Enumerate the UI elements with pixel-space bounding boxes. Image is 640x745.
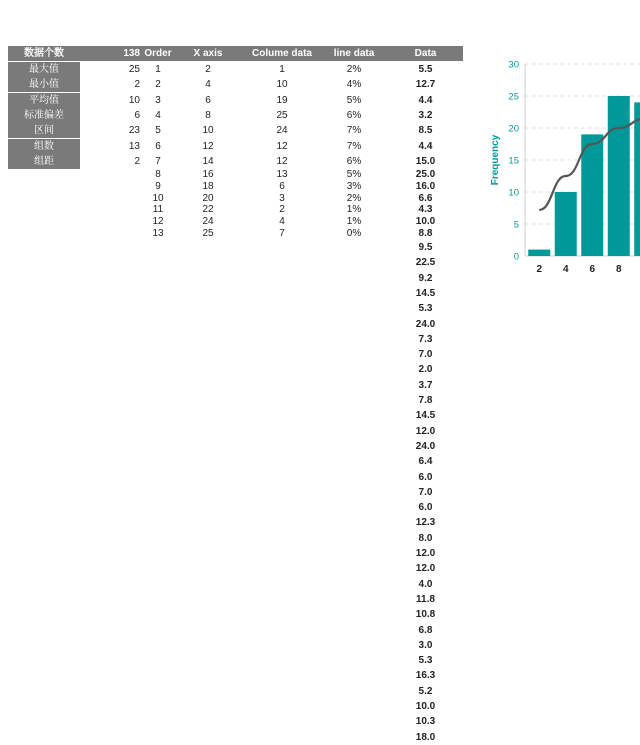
data-cell[interactable]: 3.0: [398, 638, 453, 653]
y-tick-label: 15: [508, 156, 519, 167]
header-column-data[interactable]: Colume data: [246, 46, 318, 61]
data-cell[interactable]: 14.5: [398, 286, 453, 301]
column-data-cell[interactable]: 10: [246, 77, 318, 92]
column-data-cell[interactable]: 4: [246, 216, 318, 228]
stat-label[interactable]: 组距: [8, 154, 80, 169]
line-data-cell[interactable]: 5%: [324, 93, 384, 108]
data-cell[interactable]: 16.3: [398, 668, 453, 683]
data-cell[interactable]: 5.5: [398, 62, 453, 77]
bar: [528, 250, 550, 256]
data-cell[interactable]: 4.4: [398, 139, 453, 154]
x-axis-cell[interactable]: 2: [180, 62, 236, 77]
data-cell[interactable]: 25.0: [398, 169, 453, 181]
x-axis-cell[interactable]: 14: [180, 154, 236, 169]
line-data-cell[interactable]: 7%: [324, 139, 384, 154]
x-axis-cell[interactable]: 6: [180, 93, 236, 108]
x-axis-cell[interactable]: 22: [180, 204, 236, 216]
stat-value[interactable]: 10: [90, 93, 140, 108]
data-cell[interactable]: 12.0: [398, 424, 453, 439]
order-cell[interactable]: 12: [140, 216, 176, 228]
stat-label[interactable]: 组数: [8, 139, 80, 154]
line-data-cell[interactable]: 7%: [324, 123, 384, 138]
column-data-cell[interactable]: 7: [246, 228, 318, 240]
data-cell[interactable]: 24.0: [398, 439, 453, 454]
data-cell[interactable]: 8.5: [398, 123, 453, 138]
x-axis-cell[interactable]: 24: [180, 216, 236, 228]
x-axis-cell[interactable]: 18: [180, 181, 236, 193]
data-cell[interactable]: 12.3: [398, 515, 453, 530]
order-cell[interactable]: 2: [140, 77, 176, 92]
data-cell[interactable]: 3.7: [398, 378, 453, 393]
frequency-chart: [480, 56, 640, 286]
stat-label[interactable]: 区间: [8, 123, 80, 138]
header-line-data[interactable]: line data: [324, 46, 384, 61]
x-axis-cell[interactable]: 16: [180, 169, 236, 181]
column-data-cell[interactable]: 12: [246, 139, 318, 154]
x-axis-cell[interactable]: 20: [180, 193, 236, 205]
header-x-axis[interactable]: X axis: [180, 46, 236, 61]
x-tick-label: 8: [616, 264, 622, 275]
data-cell[interactable]: 7.3: [398, 332, 453, 347]
x-axis-cell[interactable]: 12: [180, 139, 236, 154]
y-tick-label: 5: [514, 220, 519, 231]
stat-value[interactable]: 25: [90, 62, 140, 77]
column-data-cell[interactable]: 12: [246, 154, 318, 169]
column-data-cell[interactable]: 24: [246, 123, 318, 138]
bar: [555, 192, 577, 256]
bar: [608, 96, 630, 256]
stat-value[interactable]: 6: [90, 108, 140, 123]
data-cell[interactable]: 7.0: [398, 485, 453, 500]
line-data-cell[interactable]: 0%: [324, 228, 384, 240]
header-order[interactable]: Order: [140, 46, 176, 61]
column-data-cell[interactable]: 25: [246, 108, 318, 123]
data-cell[interactable]: 9.2: [398, 271, 453, 286]
y-tick-label: 20: [508, 124, 519, 135]
data-cell[interactable]: 6.0: [398, 470, 453, 485]
count-label[interactable]: 数据个数: [8, 46, 80, 61]
y-tick-label: 30: [508, 60, 519, 71]
order-cell[interactable]: 1: [140, 62, 176, 77]
line-data-cell[interactable]: 1%: [324, 204, 384, 216]
data-cell[interactable]: 2.0: [398, 362, 453, 377]
data-cell[interactable]: 3.2: [398, 108, 453, 123]
order-cell[interactable]: 10: [140, 193, 176, 205]
stat-value[interactable]: 13: [90, 139, 140, 154]
data-cell[interactable]: 10.0: [398, 216, 453, 228]
order-cell[interactable]: 9: [140, 181, 176, 193]
data-cell[interactable]: 6.4: [398, 454, 453, 469]
data-cell[interactable]: 22.5: [398, 255, 453, 270]
order-cell[interactable]: 13: [140, 228, 176, 240]
data-cell[interactable]: 12.7: [398, 77, 453, 92]
order-cell[interactable]: 3: [140, 93, 176, 108]
data-cell[interactable]: 4.0: [398, 577, 453, 592]
data-cell[interactable]: 5.3: [398, 653, 453, 668]
data-cell[interactable]: 12.0: [398, 546, 453, 561]
column-data-cell[interactable]: 1: [246, 62, 318, 77]
line-data-cell[interactable]: 3%: [324, 181, 384, 193]
data-cell[interactable]: 9.5: [398, 240, 453, 255]
y-tick-label: 10: [508, 188, 519, 199]
stat-label[interactable]: 平均值: [8, 93, 80, 108]
line-data-cell[interactable]: 6%: [324, 154, 384, 169]
data-cell[interactable]: 7.8: [398, 393, 453, 408]
data-cell[interactable]: 7.0: [398, 347, 453, 362]
column-data-cell[interactable]: 2: [246, 204, 318, 216]
data-cell[interactable]: 6.0: [398, 500, 453, 515]
data-cell[interactable]: 4.4: [398, 93, 453, 108]
data-cell[interactable]: 10.8: [398, 607, 453, 622]
data-cell[interactable]: 8.8: [398, 228, 453, 240]
stat-label[interactable]: 标准偏差: [8, 108, 80, 123]
bar: [634, 102, 640, 256]
x-axis-cell[interactable]: 10: [180, 123, 236, 138]
data-cell[interactable]: 5.3: [398, 301, 453, 316]
bar: [581, 134, 603, 256]
column-data-cell[interactable]: 13: [246, 169, 318, 181]
stat-value[interactable]: 2: [90, 77, 140, 92]
order-cell[interactable]: 7: [140, 154, 176, 169]
x-tick-label: 4: [563, 264, 569, 275]
data-cell[interactable]: 11.8: [398, 592, 453, 607]
column-data-cell[interactable]: 3: [246, 193, 318, 205]
stat-value[interactable]: 23: [90, 123, 140, 138]
column-data-cell[interactable]: 6: [246, 181, 318, 193]
data-cell[interactable]: 15.0: [398, 154, 453, 169]
stat-label[interactable]: 最大值: [8, 62, 80, 77]
stat-label[interactable]: 最小值: [8, 77, 80, 92]
data-cell[interactable]: 8.0: [398, 531, 453, 546]
data-cell[interactable]: 6.6: [398, 193, 453, 205]
data-cell[interactable]: 18.0: [398, 730, 453, 745]
data-cell[interactable]: 10.0: [398, 699, 453, 714]
line-data-cell[interactable]: 2%: [324, 62, 384, 77]
data-cell[interactable]: 6.8: [398, 623, 453, 638]
order-cell[interactable]: 5: [140, 123, 176, 138]
count-value[interactable]: 138: [90, 46, 140, 61]
y-axis-label: Frequency: [490, 134, 501, 185]
data-cell[interactable]: 14.5: [398, 408, 453, 423]
order-cell[interactable]: 11: [140, 204, 176, 216]
line-data-cell[interactable]: 4%: [324, 77, 384, 92]
column-data-cell[interactable]: 19: [246, 93, 318, 108]
data-cell[interactable]: 5.2: [398, 684, 453, 699]
x-axis-cell[interactable]: 8: [180, 108, 236, 123]
header-data[interactable]: Data: [398, 46, 453, 61]
order-cell[interactable]: 4: [140, 108, 176, 123]
line-data-cell[interactable]: 5%: [324, 169, 384, 181]
line-data-cell[interactable]: 2%: [324, 193, 384, 205]
stat-value[interactable]: 2: [90, 154, 140, 169]
y-tick-label: 25: [508, 92, 519, 103]
data-cell[interactable]: 16.0: [398, 181, 453, 193]
x-tick-label: 6: [589, 264, 595, 275]
data-cell[interactable]: 10.3: [398, 714, 453, 729]
x-tick-label: 2: [536, 264, 542, 275]
line-data-cell[interactable]: 6%: [324, 108, 384, 123]
x-axis-cell[interactable]: 4: [180, 77, 236, 92]
order-cell[interactable]: 6: [140, 139, 176, 154]
x-axis-cell[interactable]: 25: [180, 228, 236, 240]
data-cell[interactable]: 24.0: [398, 317, 453, 332]
y-tick-label: 0: [514, 252, 519, 263]
data-cell[interactable]: 12.0: [398, 561, 453, 576]
data-cell[interactable]: 4.3: [398, 204, 453, 216]
line-data-cell[interactable]: 1%: [324, 216, 384, 228]
order-cell[interactable]: 8: [140, 169, 176, 181]
